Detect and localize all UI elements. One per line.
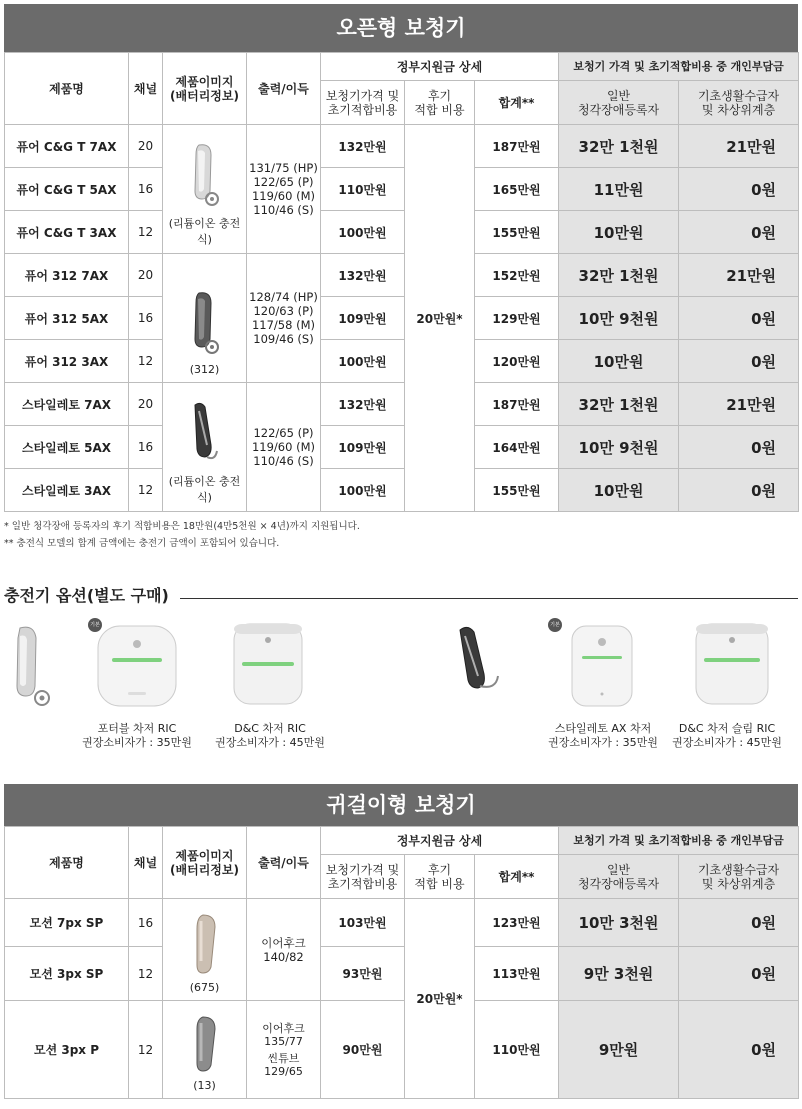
product-image-cell — [163, 899, 247, 1001]
battery-info: (13) — [193, 1079, 216, 1092]
battery-info: (리튬이온 충전식) — [168, 475, 241, 504]
price: 109만원 — [321, 297, 405, 340]
header-later-fit: 후기 적합 비용 — [405, 855, 475, 899]
charger-price: 권장소비자가 : 45만원 — [215, 736, 325, 749]
output-gain — [247, 1001, 321, 1099]
basic-cost: 0원 — [679, 899, 799, 947]
price: 132만원 — [321, 254, 405, 297]
channel: 12 — [129, 947, 163, 1001]
table-row — [5, 469, 799, 512]
product-name: 퓨어 312 7AX — [5, 254, 129, 297]
product-name: 스타일레토 7AX — [5, 383, 129, 426]
total: 187만원 — [475, 383, 559, 426]
table-row — [5, 168, 799, 211]
general-cost: 11만원 — [559, 168, 679, 211]
basic-cost: 0원 — [679, 168, 799, 211]
default-badge: 기본 — [88, 618, 102, 632]
general-cost: 10만원 — [559, 340, 679, 383]
default-badge: 기본 — [548, 618, 562, 632]
product-name: 모션 7px SP — [5, 899, 129, 947]
header-later-fit: 후기 적합 비용 — [405, 81, 475, 125]
general-cost: 10만 3천원 — [559, 899, 679, 947]
basic-cost: 0원 — [679, 297, 799, 340]
header-image: 제품이미지 (배터리정보) — [163, 53, 247, 125]
charger-name: D&C 차저 RIC — [234, 722, 306, 735]
product-name: 모션 3px P — [5, 1001, 129, 1099]
total: 123만원 — [475, 899, 559, 947]
price: 110만원 — [321, 168, 405, 211]
header-output: 출력/이득 — [247, 53, 321, 125]
footnote-1: * 일반 청각장애 등록자의 후기 적합비용은 18만원(4만5천원 × 4년)까지 지원됩니다. — [4, 521, 360, 532]
footnotes — [4, 518, 360, 552]
charger-name: 스타일레토 AX 차저 — [554, 722, 652, 735]
hearing-aid-ric-silver-image — [185, 141, 225, 211]
header-basic: 기초생활수급자 및 차상위계층 — [679, 81, 799, 125]
basic-cost: 21만원 — [679, 254, 799, 297]
channel: 12 — [129, 211, 163, 254]
header-gov-support: 정부지원금 상세 — [321, 53, 559, 81]
channel: 12 — [129, 469, 163, 512]
general-cost: 9만원 — [559, 1001, 679, 1099]
hearing-aid-styletto-image — [185, 399, 225, 469]
price: 103만원 — [321, 899, 405, 947]
output-gain: 122/65 (P) 119/60 (M) 110/46 (S) — [247, 383, 321, 512]
hearing-aid-bte-beige-image — [185, 911, 225, 977]
output-gain: 이어후크 140/82 — [247, 899, 321, 1001]
battery-info: (312) — [189, 363, 220, 376]
charger-caption — [195, 722, 345, 750]
header-channel: 채널 — [129, 53, 163, 125]
price: 90만원 — [321, 1001, 405, 1099]
header-gov-support: 정부지원금 상세 — [321, 827, 559, 855]
dc-charger-image — [228, 618, 308, 710]
product-image-cell — [163, 125, 247, 254]
product-name: 퓨어 C&G T 5AX — [5, 168, 129, 211]
header-general: 일반 청각장애등록자 — [559, 81, 679, 125]
basic-cost: 21만원 — [679, 125, 799, 168]
general-cost: 32만 1천원 — [559, 383, 679, 426]
table-row — [5, 297, 799, 340]
table-row — [5, 340, 799, 383]
hearing-aid-silver-image — [8, 622, 58, 712]
output-gain: 128/74 (HP) 120/63 (P) 117/58 (M) 109/46 (S) — [247, 254, 321, 383]
general-cost: 10만원 — [559, 469, 679, 512]
channel: 16 — [129, 899, 163, 947]
styletto-charger-image — [566, 620, 638, 712]
table-row — [5, 947, 799, 1001]
price: 132만원 — [321, 125, 405, 168]
total: 110만원 — [475, 1001, 559, 1099]
basic-cost: 0원 — [679, 1001, 799, 1099]
total: 152만원 — [475, 254, 559, 297]
header-image: 제품이미지 (배터리정보) — [163, 827, 247, 899]
charger-name: 포터블 차저 RIC — [97, 722, 177, 735]
product-name: 스타일레토 5AX — [5, 426, 129, 469]
general-cost: 10만 9천원 — [559, 426, 679, 469]
table-row — [5, 125, 799, 168]
product-name: 모션 3px SP — [5, 947, 129, 1001]
price: 100만원 — [321, 211, 405, 254]
table-row — [5, 254, 799, 297]
channel: 12 — [129, 1001, 163, 1099]
channel: 16 — [129, 168, 163, 211]
basic-cost: 0원 — [679, 469, 799, 512]
price: 100만원 — [321, 469, 405, 512]
section-title-open-type: 오픈형 보청기 — [4, 4, 798, 52]
header-general: 일반 청각장애등록자 — [559, 855, 679, 899]
price: 109만원 — [321, 426, 405, 469]
bte-price-table — [4, 826, 799, 1099]
battery-info: (리튬이온 충전식) — [168, 217, 241, 246]
battery-info: (675) — [189, 981, 220, 994]
header-output: 출력/이득 — [247, 827, 321, 899]
total: 164만원 — [475, 426, 559, 469]
product-image-cell — [163, 1001, 247, 1099]
table-row — [5, 383, 799, 426]
product-name: 스타일레토 3AX — [5, 469, 129, 512]
output-gain-thintube: 씬튜브 129/65 — [264, 1051, 303, 1078]
header-channel: 채널 — [129, 827, 163, 899]
channel: 20 — [129, 125, 163, 168]
charger-price: 권장소비자가 : 35만원 — [548, 736, 658, 749]
product-name: 퓨어 C&G T 3AX — [5, 211, 129, 254]
product-image-cell — [163, 254, 247, 383]
price: 93만원 — [321, 947, 405, 1001]
product-name: 퓨어 312 3AX — [5, 340, 129, 383]
basic-cost: 0원 — [679, 211, 799, 254]
product-name: 퓨어 312 5AX — [5, 297, 129, 340]
channel: 16 — [129, 297, 163, 340]
total: 129만원 — [475, 297, 559, 340]
charger-price: 권장소비자가 : 45만원 — [672, 736, 782, 749]
price: 100만원 — [321, 340, 405, 383]
general-cost: 10만 9천원 — [559, 297, 679, 340]
footnote-2: ** 충전식 모델의 합계 금액에는 충전기 금액이 포함되어 있습니다. — [4, 538, 280, 549]
dc-charger-slim-image — [690, 618, 774, 710]
general-cost: 32만 1천원 — [559, 254, 679, 297]
header-total: 합계** — [475, 855, 559, 899]
header-personal-cost: 보청기 가격 및 초기적합비용 중 개인부담금 — [559, 53, 799, 81]
total: 155만원 — [475, 469, 559, 512]
channel: 20 — [129, 254, 163, 297]
header-personal-cost: 보청기 가격 및 초기적합비용 중 개인부담금 — [559, 827, 799, 855]
charger-name: D&C 차저 슬림 RIC — [678, 722, 776, 735]
charger-caption — [62, 722, 212, 750]
portable-charger-image — [92, 620, 182, 712]
general-cost: 10만원 — [559, 211, 679, 254]
output-gain-earhook: 이어후크 135/77 — [262, 1021, 305, 1048]
basic-cost: 0원 — [679, 947, 799, 1001]
charger-price: 권장소비자가 : 35만원 — [82, 736, 192, 749]
table-row — [5, 899, 799, 947]
header-price: 보청기가격 및 초기적합비용 — [321, 81, 405, 125]
product-name: 퓨어 C&G T 7AX — [5, 125, 129, 168]
total: 113만원 — [475, 947, 559, 1001]
header-total: 합계** — [475, 81, 559, 125]
hearing-aid-bte-gray-image — [187, 1013, 223, 1075]
basic-cost: 21만원 — [679, 383, 799, 426]
hearing-aid-styletto-dark-image — [452, 624, 512, 704]
basic-cost: 0원 — [679, 340, 799, 383]
header-product: 제품명 — [5, 53, 129, 125]
charger-options-title: 충전기 옵션(별도 구매) — [4, 583, 175, 606]
later-fit-support: 20만원* — [405, 899, 475, 1099]
hearing-aid-ric-dark-image — [185, 289, 225, 359]
charger-caption — [652, 722, 802, 750]
later-fit-support: 20만원* — [405, 125, 475, 512]
table-row — [5, 1001, 799, 1099]
channel: 20 — [129, 383, 163, 426]
price: 132만원 — [321, 383, 405, 426]
open-type-price-table — [4, 52, 799, 512]
total: 155만원 — [475, 211, 559, 254]
total: 165만원 — [475, 168, 559, 211]
header-price: 보청기가격 및 초기적합비용 — [321, 855, 405, 899]
header-product: 제품명 — [5, 827, 129, 899]
channel: 16 — [129, 426, 163, 469]
basic-cost: 0원 — [679, 426, 799, 469]
table-row — [5, 211, 799, 254]
total: 187만원 — [475, 125, 559, 168]
total: 120만원 — [475, 340, 559, 383]
divider — [180, 598, 798, 599]
product-image-cell — [163, 383, 247, 512]
channel: 12 — [129, 340, 163, 383]
general-cost: 32만 1천원 — [559, 125, 679, 168]
header-basic: 기초생활수급자 및 차상위계층 — [679, 855, 799, 899]
table-row — [5, 426, 799, 469]
general-cost: 9만 3천원 — [559, 947, 679, 1001]
output-gain: 131/75 (HP) 122/65 (P) 119/60 (M) 110/46 (S) — [247, 125, 321, 254]
section-title-bte: 귀걸이형 보청기 — [4, 784, 798, 826]
